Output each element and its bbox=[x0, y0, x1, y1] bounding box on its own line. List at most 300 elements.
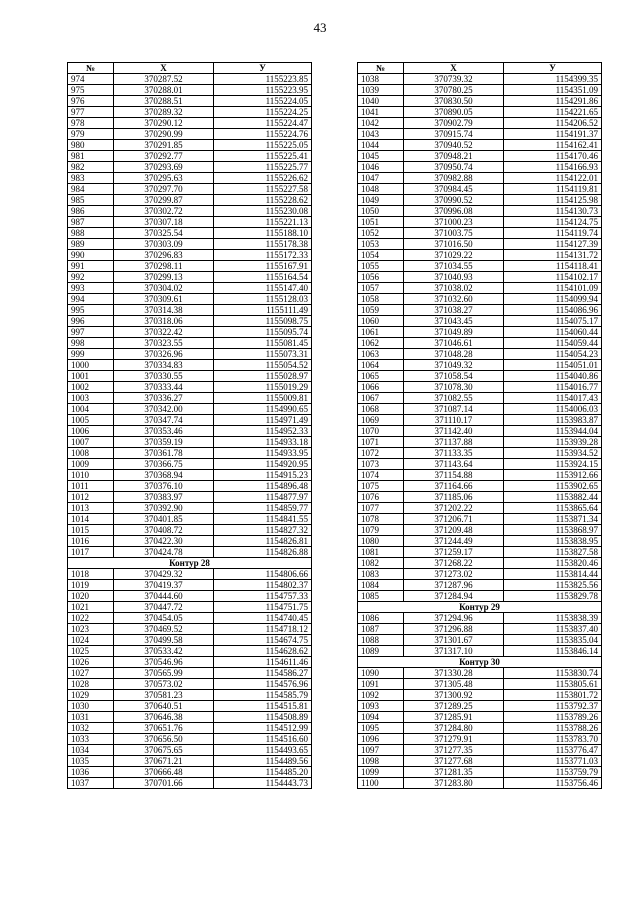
point-number: 1041 bbox=[358, 107, 404, 118]
point-number: 1100 bbox=[358, 778, 404, 789]
x-coordinate: 370325.54 bbox=[114, 228, 214, 239]
y-coordinate: 1153788.26 bbox=[504, 723, 602, 734]
point-number: 1092 bbox=[358, 690, 404, 701]
y-coordinate: 1155225.41 bbox=[214, 151, 312, 162]
point-number: 995 bbox=[68, 305, 114, 316]
point-number: 1086 bbox=[358, 613, 404, 624]
table-row bbox=[358, 756, 602, 767]
contour-heading-row bbox=[68, 558, 312, 569]
point-number: 1079 bbox=[358, 525, 404, 536]
page-number: 43 bbox=[313, 20, 327, 35]
x-coordinate: 371029.22 bbox=[404, 250, 504, 261]
x-coordinate: 370581.23 bbox=[114, 690, 214, 701]
table-row bbox=[358, 206, 602, 217]
y-coordinate: 1153871.34 bbox=[504, 514, 602, 525]
x-coordinate: 371285.91 bbox=[404, 712, 504, 723]
y-coordinate: 1154485.20 bbox=[214, 767, 312, 778]
table-row bbox=[358, 228, 602, 239]
x-coordinate: 370982.88 bbox=[404, 173, 504, 184]
x-coordinate: 370288.01 bbox=[114, 85, 214, 96]
y-coordinate: 1153776.47 bbox=[504, 745, 602, 756]
x-coordinate: 370333.44 bbox=[114, 382, 214, 393]
y-coordinate: 1154119.74 bbox=[504, 228, 602, 239]
coordinates-table-left bbox=[67, 62, 312, 789]
point-number: 982 bbox=[68, 162, 114, 173]
point-number: 1001 bbox=[68, 371, 114, 382]
x-coordinate: 370902.79 bbox=[404, 118, 504, 129]
x-coordinate: 371294.96 bbox=[404, 613, 504, 624]
point-number: 1021 bbox=[68, 602, 114, 613]
y-coordinate: 1154576.96 bbox=[214, 679, 312, 690]
table-row bbox=[68, 184, 312, 195]
y-coordinate: 1154515.81 bbox=[214, 701, 312, 712]
point-number: 993 bbox=[68, 283, 114, 294]
point-number: 981 bbox=[68, 151, 114, 162]
table-row bbox=[68, 536, 312, 547]
table-row bbox=[358, 778, 602, 789]
y-coordinate: 1154508.89 bbox=[214, 712, 312, 723]
x-coordinate: 370565.99 bbox=[114, 668, 214, 679]
point-number: 1019 bbox=[68, 580, 114, 591]
y-coordinate: 1154016.77 bbox=[504, 382, 602, 393]
y-coordinate: 1153983.87 bbox=[504, 415, 602, 426]
y-coordinate: 1153934.52 bbox=[504, 448, 602, 459]
point-number: 1044 bbox=[358, 140, 404, 151]
x-coordinate: 370368.94 bbox=[114, 470, 214, 481]
point-number: 1029 bbox=[68, 690, 114, 701]
y-coordinate: 1155223.85 bbox=[214, 74, 312, 85]
point-number: 1081 bbox=[358, 547, 404, 558]
x-coordinate: 370984.45 bbox=[404, 184, 504, 195]
y-coordinate: 1154075.17 bbox=[504, 316, 602, 327]
x-coordinate: 370347.74 bbox=[114, 415, 214, 426]
x-coordinate: 370299.13 bbox=[114, 272, 214, 283]
point-number: 1013 bbox=[68, 503, 114, 514]
point-number: 1032 bbox=[68, 723, 114, 734]
table-row bbox=[68, 448, 312, 459]
y-coordinate: 1154130.73 bbox=[504, 206, 602, 217]
x-coordinate: 371277.68 bbox=[404, 756, 504, 767]
x-coordinate: 370330.55 bbox=[114, 371, 214, 382]
y-coordinate: 1153868.97 bbox=[504, 525, 602, 536]
table-row bbox=[358, 580, 602, 591]
y-coordinate: 1154489.56 bbox=[214, 756, 312, 767]
point-number: 1057 bbox=[358, 283, 404, 294]
table-body-left bbox=[68, 74, 312, 789]
x-coordinate: 370646.38 bbox=[114, 712, 214, 723]
table-row bbox=[68, 74, 312, 85]
table-row bbox=[68, 239, 312, 250]
y-coordinate: 1154127.39 bbox=[504, 239, 602, 250]
point-number: 976 bbox=[68, 96, 114, 107]
point-number: 1020 bbox=[68, 591, 114, 602]
x-coordinate: 370675.65 bbox=[114, 745, 214, 756]
y-coordinate: 1154291.86 bbox=[504, 96, 602, 107]
point-number: 1060 bbox=[358, 316, 404, 327]
table-row bbox=[68, 151, 312, 162]
x-coordinate: 371038.27 bbox=[404, 305, 504, 316]
table-row bbox=[68, 96, 312, 107]
x-coordinate: 370336.27 bbox=[114, 393, 214, 404]
table-row bbox=[68, 85, 312, 96]
x-coordinate: 370780.25 bbox=[404, 85, 504, 96]
point-number: 1043 bbox=[358, 129, 404, 140]
point-number: 991 bbox=[68, 261, 114, 272]
point-number: 977 bbox=[68, 107, 114, 118]
table-row bbox=[358, 624, 602, 635]
table-row bbox=[358, 690, 602, 701]
y-coordinate: 1154802.37 bbox=[214, 580, 312, 591]
point-number: 983 bbox=[68, 173, 114, 184]
x-coordinate: 370289.32 bbox=[114, 107, 214, 118]
table-row bbox=[68, 140, 312, 151]
y-coordinate: 1154122.01 bbox=[504, 173, 602, 184]
point-number: 1071 bbox=[358, 437, 404, 448]
table-row bbox=[358, 327, 602, 338]
table-row bbox=[68, 404, 312, 415]
x-coordinate: 371087.14 bbox=[404, 404, 504, 415]
point-number: 974 bbox=[68, 74, 114, 85]
x-coordinate: 370392.90 bbox=[114, 503, 214, 514]
x-coordinate: 370666.48 bbox=[114, 767, 214, 778]
point-number: 1046 bbox=[358, 162, 404, 173]
x-coordinate: 370890.05 bbox=[404, 107, 504, 118]
table-row bbox=[358, 459, 602, 470]
x-coordinate: 370292.77 bbox=[114, 151, 214, 162]
contour-heading-row bbox=[358, 602, 602, 613]
x-coordinate: 370915.74 bbox=[404, 129, 504, 140]
x-coordinate: 371048.28 bbox=[404, 349, 504, 360]
x-coordinate: 370366.75 bbox=[114, 459, 214, 470]
point-number: 997 bbox=[68, 327, 114, 338]
x-coordinate: 371268.22 bbox=[404, 558, 504, 569]
point-number: 994 bbox=[68, 294, 114, 305]
point-number: 1065 bbox=[358, 371, 404, 382]
table-row bbox=[358, 734, 602, 745]
table-row bbox=[68, 756, 312, 767]
x-coordinate: 370302.72 bbox=[114, 206, 214, 217]
x-coordinate: 370940.52 bbox=[404, 140, 504, 151]
point-number: 987 bbox=[68, 217, 114, 228]
y-coordinate: 1154102.17 bbox=[504, 272, 602, 283]
y-coordinate: 1154751.75 bbox=[214, 602, 312, 613]
x-coordinate: 371277.35 bbox=[404, 745, 504, 756]
point-number: 1096 bbox=[358, 734, 404, 745]
x-coordinate: 371164.66 bbox=[404, 481, 504, 492]
point-number: 1011 bbox=[68, 481, 114, 492]
point-number: 1007 bbox=[68, 437, 114, 448]
table-row bbox=[68, 580, 312, 591]
point-number: 1072 bbox=[358, 448, 404, 459]
table-row bbox=[68, 437, 312, 448]
x-coordinate: 370469.52 bbox=[114, 624, 214, 635]
table-row bbox=[358, 415, 602, 426]
y-coordinate: 1155054.52 bbox=[214, 360, 312, 371]
x-coordinate: 370296.83 bbox=[114, 250, 214, 261]
point-number: 1025 bbox=[68, 646, 114, 657]
x-coordinate: 371003.75 bbox=[404, 228, 504, 239]
y-coordinate: 1154933.95 bbox=[214, 448, 312, 459]
x-coordinate: 370422.30 bbox=[114, 536, 214, 547]
y-coordinate: 1154206.52 bbox=[504, 118, 602, 129]
x-coordinate: 371206.71 bbox=[404, 514, 504, 525]
table-row bbox=[358, 393, 602, 404]
y-coordinate: 1155167.91 bbox=[214, 261, 312, 272]
x-coordinate: 370429.32 bbox=[114, 569, 214, 580]
y-coordinate: 1153865.64 bbox=[504, 503, 602, 514]
y-coordinate: 1153882.44 bbox=[504, 492, 602, 503]
point-number: 1083 bbox=[358, 569, 404, 580]
table-row bbox=[358, 272, 602, 283]
point-number: 985 bbox=[68, 195, 114, 206]
point-number: 1018 bbox=[68, 569, 114, 580]
point-number: 1015 bbox=[68, 525, 114, 536]
y-coordinate: 1154827.32 bbox=[214, 525, 312, 536]
y-coordinate: 1153912.66 bbox=[504, 470, 602, 481]
table-row bbox=[358, 437, 602, 448]
y-coordinate: 1153924.15 bbox=[504, 459, 602, 470]
y-coordinate: 1154131.72 bbox=[504, 250, 602, 261]
table-row bbox=[68, 305, 312, 316]
point-number: 1055 bbox=[358, 261, 404, 272]
table-row bbox=[68, 624, 312, 635]
y-coordinate: 1153827.58 bbox=[504, 547, 602, 558]
header-number: № bbox=[358, 63, 404, 74]
y-coordinate: 1154040.86 bbox=[504, 371, 602, 382]
point-number: 1054 bbox=[358, 250, 404, 261]
x-coordinate: 370950.74 bbox=[404, 162, 504, 173]
x-coordinate: 370640.51 bbox=[114, 701, 214, 712]
x-coordinate: 370291.85 bbox=[114, 140, 214, 151]
y-coordinate: 1154006.03 bbox=[504, 404, 602, 415]
y-coordinate: 1155224.25 bbox=[214, 107, 312, 118]
x-coordinate: 371058.54 bbox=[404, 371, 504, 382]
table-header-row bbox=[68, 63, 312, 74]
table-row bbox=[358, 140, 602, 151]
x-coordinate: 370546.96 bbox=[114, 657, 214, 668]
table-row bbox=[358, 85, 602, 96]
x-coordinate: 371143.64 bbox=[404, 459, 504, 470]
table-body-right bbox=[358, 74, 602, 789]
table-row bbox=[358, 668, 602, 679]
point-number: 990 bbox=[68, 250, 114, 261]
table-row bbox=[358, 503, 602, 514]
point-number: 1078 bbox=[358, 514, 404, 525]
table-row bbox=[68, 470, 312, 481]
x-coordinate: 370322.42 bbox=[114, 327, 214, 338]
x-coordinate: 371259.17 bbox=[404, 547, 504, 558]
x-coordinate: 371043.45 bbox=[404, 316, 504, 327]
y-coordinate: 1154099.94 bbox=[504, 294, 602, 305]
table-row bbox=[358, 239, 602, 250]
y-coordinate: 1154674.75 bbox=[214, 635, 312, 646]
point-number: 1026 bbox=[68, 657, 114, 668]
point-number: 1022 bbox=[68, 613, 114, 624]
point-number: 1063 bbox=[358, 349, 404, 360]
table-row bbox=[68, 250, 312, 261]
x-coordinate: 371317.10 bbox=[404, 646, 504, 657]
x-coordinate: 370290.12 bbox=[114, 118, 214, 129]
table-row bbox=[358, 360, 602, 371]
x-coordinate: 371154.88 bbox=[404, 470, 504, 481]
y-coordinate: 1155164.54 bbox=[214, 272, 312, 283]
table-row bbox=[358, 195, 602, 206]
y-coordinate: 1154826.81 bbox=[214, 536, 312, 547]
point-number: 1004 bbox=[68, 404, 114, 415]
x-coordinate: 370326.96 bbox=[114, 349, 214, 360]
point-number: 1085 bbox=[358, 591, 404, 602]
x-coordinate: 371273.02 bbox=[404, 569, 504, 580]
y-coordinate: 1153838.95 bbox=[504, 536, 602, 547]
point-number: 1023 bbox=[68, 624, 114, 635]
x-coordinate: 370359.19 bbox=[114, 437, 214, 448]
table-row bbox=[68, 162, 312, 173]
table-row bbox=[68, 613, 312, 624]
point-number: 1064 bbox=[358, 360, 404, 371]
x-coordinate: 371300.92 bbox=[404, 690, 504, 701]
table-row bbox=[358, 525, 602, 536]
table-row bbox=[358, 184, 602, 195]
point-number: 1059 bbox=[358, 305, 404, 316]
point-number: 1012 bbox=[68, 492, 114, 503]
y-coordinate: 1153825.56 bbox=[504, 580, 602, 591]
y-coordinate: 1154221.65 bbox=[504, 107, 602, 118]
y-coordinate: 1154101.09 bbox=[504, 283, 602, 294]
point-number: 1056 bbox=[358, 272, 404, 283]
point-number: 1005 bbox=[68, 415, 114, 426]
x-coordinate: 371046.61 bbox=[404, 338, 504, 349]
y-coordinate: 1153789.26 bbox=[504, 712, 602, 723]
point-number: 1067 bbox=[358, 393, 404, 404]
x-coordinate: 370295.63 bbox=[114, 173, 214, 184]
x-coordinate: 370830.50 bbox=[404, 96, 504, 107]
x-coordinate: 371287.96 bbox=[404, 580, 504, 591]
contour-heading: Контур 29 bbox=[358, 602, 602, 613]
point-number: 1008 bbox=[68, 448, 114, 459]
y-coordinate: 1154933.18 bbox=[214, 437, 312, 448]
table-row bbox=[358, 316, 602, 327]
y-coordinate: 1155009.81 bbox=[214, 393, 312, 404]
y-coordinate: 1155225.77 bbox=[214, 162, 312, 173]
y-coordinate: 1154920.95 bbox=[214, 459, 312, 470]
x-coordinate: 370990.52 bbox=[404, 195, 504, 206]
y-coordinate: 1154516.60 bbox=[214, 734, 312, 745]
table-row bbox=[68, 261, 312, 272]
table-row bbox=[68, 195, 312, 206]
point-number: 988 bbox=[68, 228, 114, 239]
point-number: 1090 bbox=[358, 668, 404, 679]
x-coordinate: 371082.55 bbox=[404, 393, 504, 404]
y-coordinate: 1155028.97 bbox=[214, 371, 312, 382]
table-row bbox=[68, 173, 312, 184]
y-coordinate: 1155172.33 bbox=[214, 250, 312, 261]
x-coordinate: 371032.60 bbox=[404, 294, 504, 305]
table-row bbox=[358, 382, 602, 393]
table-row bbox=[68, 514, 312, 525]
table-row bbox=[358, 745, 602, 756]
table-row bbox=[358, 646, 602, 657]
point-number: 1051 bbox=[358, 217, 404, 228]
point-number: 980 bbox=[68, 140, 114, 151]
x-coordinate: 371244.49 bbox=[404, 536, 504, 547]
y-coordinate: 1153771.03 bbox=[504, 756, 602, 767]
y-coordinate: 1155111.49 bbox=[214, 305, 312, 316]
point-number: 1031 bbox=[68, 712, 114, 723]
table-row bbox=[358, 338, 602, 349]
point-number: 1098 bbox=[358, 756, 404, 767]
point-number: 1017 bbox=[68, 547, 114, 558]
y-coordinate: 1153801.72 bbox=[504, 690, 602, 701]
table-row bbox=[358, 492, 602, 503]
point-number: 1035 bbox=[68, 756, 114, 767]
table-row bbox=[68, 360, 312, 371]
y-coordinate: 1155224.47 bbox=[214, 118, 312, 129]
y-coordinate: 1153835.04 bbox=[504, 635, 602, 646]
point-number: 1036 bbox=[68, 767, 114, 778]
table-row bbox=[68, 679, 312, 690]
y-coordinate: 1153783.70 bbox=[504, 734, 602, 745]
y-coordinate: 1154051.01 bbox=[504, 360, 602, 371]
y-coordinate: 1155081.45 bbox=[214, 338, 312, 349]
table-row bbox=[358, 349, 602, 360]
table-row bbox=[358, 250, 602, 261]
point-number: 1000 bbox=[68, 360, 114, 371]
table-row bbox=[68, 778, 312, 789]
x-coordinate: 371185.06 bbox=[404, 492, 504, 503]
x-coordinate: 371110.17 bbox=[404, 415, 504, 426]
x-coordinate: 371142.40 bbox=[404, 426, 504, 437]
point-number: 989 bbox=[68, 239, 114, 250]
y-coordinate: 1153805.61 bbox=[504, 679, 602, 690]
x-coordinate: 370533.42 bbox=[114, 646, 214, 657]
table-header-row bbox=[358, 63, 602, 74]
table-row bbox=[68, 206, 312, 217]
header-number: № bbox=[68, 63, 114, 74]
y-coordinate: 1154740.45 bbox=[214, 613, 312, 624]
y-coordinate: 1155227.58 bbox=[214, 184, 312, 195]
x-coordinate: 370656.50 bbox=[114, 734, 214, 745]
x-coordinate: 370287.52 bbox=[114, 74, 214, 85]
point-number: 1070 bbox=[358, 426, 404, 437]
x-coordinate: 370309.61 bbox=[114, 294, 214, 305]
x-coordinate: 371049.89 bbox=[404, 327, 504, 338]
point-number: 1068 bbox=[358, 404, 404, 415]
table-row bbox=[68, 349, 312, 360]
y-coordinate: 1155188.10 bbox=[214, 228, 312, 239]
y-coordinate: 1154191.37 bbox=[504, 129, 602, 140]
y-coordinate: 1155224.76 bbox=[214, 129, 312, 140]
table-row bbox=[68, 393, 312, 404]
contour-heading: Контур 30 bbox=[358, 657, 602, 668]
point-number: 1095 bbox=[358, 723, 404, 734]
point-number: 1076 bbox=[358, 492, 404, 503]
y-coordinate: 1154017.43 bbox=[504, 393, 602, 404]
table-row bbox=[358, 712, 602, 723]
table-row bbox=[358, 536, 602, 547]
table-row bbox=[68, 734, 312, 745]
y-coordinate: 1153944.04 bbox=[504, 426, 602, 437]
x-coordinate: 370361.78 bbox=[114, 448, 214, 459]
point-number: 1033 bbox=[68, 734, 114, 745]
table-row bbox=[358, 96, 602, 107]
table-row bbox=[358, 470, 602, 481]
table-row bbox=[358, 547, 602, 558]
x-coordinate: 370299.87 bbox=[114, 195, 214, 206]
point-number: 1049 bbox=[358, 195, 404, 206]
x-coordinate: 370314.38 bbox=[114, 305, 214, 316]
point-number: 1082 bbox=[358, 558, 404, 569]
x-coordinate: 370701.66 bbox=[114, 778, 214, 789]
